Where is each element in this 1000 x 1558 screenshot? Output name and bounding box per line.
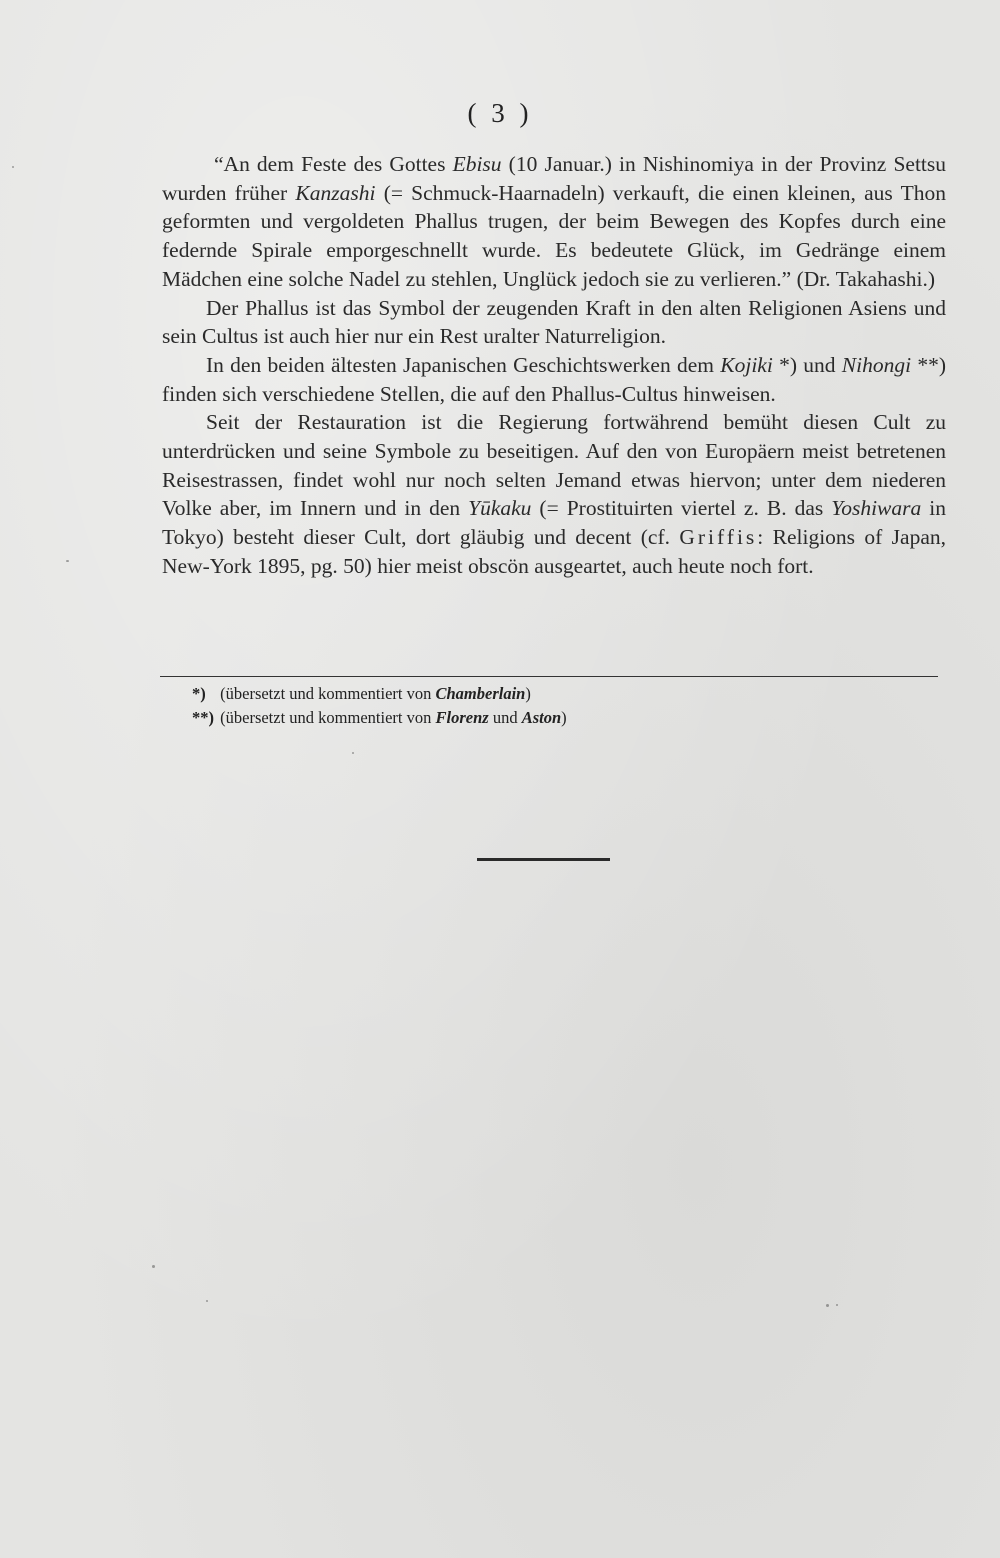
- paragraph-text: Der Phallus ist das Symbol der zeugenden Kraft in den alten Religionen Asiens und sein Cultus ist auch hier nur ein Rest uralter Naturreligion.: [162, 295, 946, 349]
- term-yukaku: Yūkaku: [468, 496, 532, 521]
- paragraph-text: in Tokyo) besteht dieser Cult, dort gläubig und decent (cf.: [162, 496, 946, 550]
- term-kanzashi: Kanzashi: [295, 180, 376, 205]
- paragraph-history-works: [162, 351, 946, 408]
- footnote-author: Florenz: [435, 708, 489, 727]
- body-text: [162, 150, 946, 581]
- paragraph-text: An dem Feste des Gottes: [223, 152, 453, 176]
- footnote-1: [192, 682, 892, 706]
- paragraph-text: : Religions of Japan, New-York 1895, pg. 50) hier meist obscön ausgeartet, auch heute noch fort.: [162, 525, 946, 578]
- footnote-author: Aston: [521, 708, 562, 727]
- paragraph-text: In den beiden ältesten Japanischen Geschichtswerken dem: [206, 352, 721, 377]
- footnote-text: ): [525, 684, 531, 703]
- page-number: ( 3 ): [467, 98, 533, 128]
- term-kojiki: Kojiki: [720, 352, 773, 377]
- footnote-mark: *): [192, 684, 206, 703]
- paragraph-text: (= Schmuck-Haarnadeln) verkauft, die einen kleinen, aus Thon geformten und vergoldeten Phallus trugen, der beim Bewegen des Kopfes durch eine federnde Spirale emporgeschnellt wurde. Es bedeutete Glück, im Gedränge einem Mädchen eine solche Nadel zu stehlen, Unglück jedoch sie zu verlieren.” (Dr. Takahashi.): [162, 180, 946, 291]
- footnote-2: [192, 706, 892, 730]
- open-quote: “: [214, 152, 224, 176]
- paper-speck: [206, 1300, 208, 1302]
- footnote-text: ): [561, 708, 567, 727]
- footnote-mark: **): [192, 708, 214, 727]
- term-nihongi: Nihongi: [841, 352, 912, 377]
- author-griffis: Griffis: [679, 525, 758, 550]
- paragraph-text: **) finden sich verschiedene Stellen, die auf den Phallus-Cultus hinweisen.: [162, 352, 946, 406]
- paper-speck: [152, 1265, 155, 1268]
- end-of-text-rule: [477, 858, 610, 861]
- paper-speck: [66, 560, 69, 562]
- term-yoshiwara: Yoshiwara: [831, 496, 922, 521]
- paragraph-text: (= Prostituirten viertel z. B. das: [531, 496, 832, 521]
- paragraph-text: *) und: [772, 352, 842, 377]
- paper-speck: [826, 1304, 829, 1307]
- footnote-author: Chamberlain: [435, 684, 526, 703]
- footnotes: [192, 682, 892, 730]
- footnote-divider: [160, 676, 938, 677]
- footnote-text: und: [488, 708, 522, 727]
- paper-speck: [352, 752, 354, 754]
- paragraph-text: Seit der Restauration ist die Regierung fortwährend bemüht diesen Cult zu unterdrücken und seine Symbole zu beseitigen. Auf den von Europäern meist betretenen Reisestrassen, findet wohl nur noch selten Jemand etwas hiervon; unter dem niederen Volke aber, im Innern und in den: [162, 410, 946, 521]
- footnote-text: (übersetzt und kommentiert von: [220, 684, 436, 703]
- paragraph-ebisu-quote: [162, 150, 946, 294]
- paragraph-phallus-symbol: [162, 294, 946, 351]
- footnote-text: (übersetzt und kommentiert von: [220, 708, 436, 727]
- paper-speck: [12, 166, 14, 168]
- paragraph-text: (10 Januar.) in Nishinomiya in der Provinz Settsu wurden früher: [162, 152, 947, 205]
- term-ebisu: Ebisu: [452, 152, 502, 176]
- paper-speck: [836, 1304, 838, 1306]
- paragraph-restoration: [162, 408, 946, 580]
